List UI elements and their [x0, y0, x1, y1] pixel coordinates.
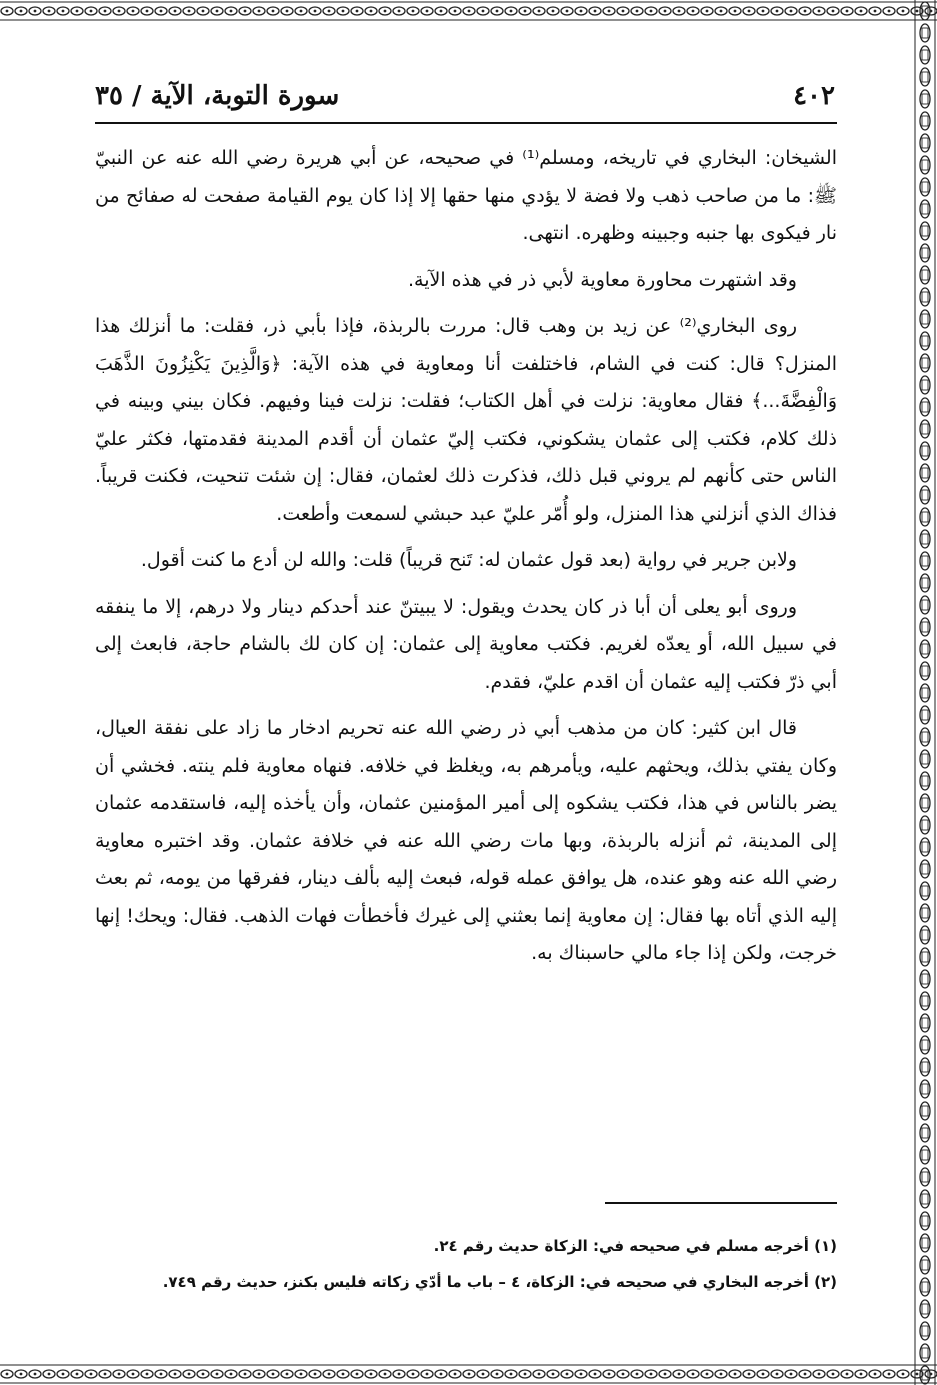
paragraph: وقد اشتهرت محاورة معاوية لأبي ذر في هذه الآية.	[407, 268, 797, 291]
footnote-separator	[605, 1202, 837, 1204]
footnotes	[95, 1228, 837, 1300]
main-text	[95, 140, 837, 973]
decorative-border-bottom	[0, 1363, 937, 1385]
running-title: سورة التوبة، الآية / ٣٥	[95, 81, 340, 111]
page-header	[95, 78, 835, 114]
paragraph: الشيخان: البخاري في تاريخه، ومسلم⁽¹⁾ في صحيحه، عن أبي هريرة رضي الله عنه عن النبيّ ﷺ: ما من صاحب ذهب ولا فضة لا يؤدي منها حقها إلا إذا كان يوم القيامة صفحت له صفائح من نار فيكوى بها جنبه وجبينه وظهره. انتهى.	[95, 147, 838, 244]
page-number: ٤٠٢	[793, 81, 835, 111]
footnote: (٢) أخرجه البخاري في صحيحه في: الزكاة، ٤ – باب ما أدّي زكاته فليس بكنز، حديث رقم ٧٤٩.	[162, 1273, 837, 1291]
paragraph: وروى أبو يعلى أن أبا ذر كان يحدث ويقول: لا يبيتنّ عند أحدكم دينار ولا درهم، إلا ما ينفقه في سبيل الله، أو يعدّه لغريم. فكتب معاوية إلى عثمان: إن كان لك بالشام حاجة، فابعث إلى أبي ذرّ فكتب إليه عثمان أن اقدم عليّ، فقدم.	[95, 595, 837, 693]
decorative-border-right	[913, 0, 937, 1385]
paragraph: روى البخاري⁽²⁾ عن زيد بن وهب قال: مررت بالربذة، فإذا بأبي ذر، فقلت: ما أنزلك هذا المنزل؟ قال: كنت في الشام، فاختلفت أنا ومعاوية في هذه الآية: ﴿وَالَّذِينَ يَكْنِزُونَ الذَّهَبَ وَالْفِضَّةَ...﴾ فقال معاوية: نزلت في أهل الكتاب؛ فقلت: نزلت فينا وفيهم. فكان بيني وبينه في ذلك كلام، فكتب إلى عثمان يشكوني، فكتب إليّ عثمان أن أقدم المدينة فقدمتها، فكثر عليّ الناس حتى كأنهم لم يروني قبل ذلك، فذكرت ذلك لعثمان، فقال: إن شئت تنحيت، فكنت قريباً. فذاك الذي أنزلني هذا المنزل، ولو أُمّر عليّ عبد حبشي لسمعت وأطعت.	[95, 315, 837, 525]
footnote: (١) أخرجه مسلم في صحيحه في: الزكاة حديث رقم ٢٤.	[433, 1237, 837, 1255]
decorative-border-top	[0, 0, 937, 22]
paragraph: قال ابن كثير: كان من مذهب أبي ذر رضي الله عنه تحريم ادخار ما زاد على نفقة العيال، وكان يفتي بذلك، ويحثهم عليه، ويأمرهم به، ويغلظ في خلافه. فنهاه معاوية فلم ينته. فخشي أن يضر بالناس في هذا، فكتب يشكوه إلى أمير المؤمنين عثمان، وأن يأخذه إليه، فاستقدمه عثمان إلى المدينة، ثم أنزله بالربذة، وبها مات رضي الله عنه في خلافة عثمان. وقد اختبره معاوية رضي الله عنه وهو عنده، هل يوافق عمله قوله، فبعث إليه بألف دينار، ففرقها من يومه، ثم بعث إليه الذي أتاه بها فقال: إن معاوية إنما بعثني إلى غيرك فأخطأت فهات الذهب. فقال: ويحك! إنها خرجت، ولكن إذا جاء مالي حاسبناك به.	[95, 717, 837, 964]
header-rule	[95, 122, 837, 124]
paragraph: ولابن جرير في رواية (بعد قول عثمان له: تَنح قريباً) قلت: والله لن أدع ما كنت أقول.	[140, 549, 797, 571]
